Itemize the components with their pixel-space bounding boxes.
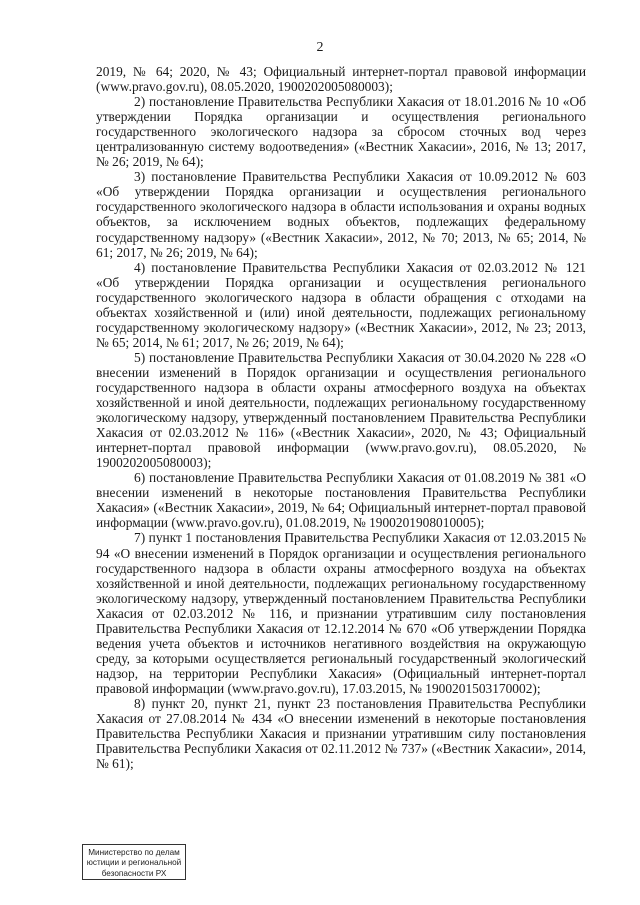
paragraph-continuation: 2019, № 64; 2020, № 43; Официальный интернет-портал правовой информации (www.pravo.gov.ru), 08.05.2020, 1900202005080003);	[96, 64, 586, 95]
list-item-3: 3) постановление Правительства Республики Хакасия от 10.09.2012 № 603 «Об утверждении Порядка организации и осуществления регионального государственного экологического надзора в области использования и охраны водных объектов, за исключением водных объектов, подлежащих федеральному государственному надзору» («Вестник Хакасии», 2012, № 70; 2013, № 65; 2014, № 61; 2017, № 26; 2019, № 64);	[96, 169, 586, 260]
ministry-stamp	[82, 844, 186, 880]
page-number: 2	[316, 40, 324, 55]
list-item-5: 5) постановление Правительства Республики Хакасия от 30.04.2020 № 228 «О внесении изменений в Порядок организации и осуществления регионального государственного надзора в области охраны атмосферного воздуха на объектах хозяйственной и иной деятельности, подлежащих региональному государственному экологическому надзору, утвержденный постановлением Правительства Республики Хакасия от 02.03.2012 № 116» («Вестник Хакасии», 2020, № 43; Официальный интернет-портал правовой информации (www.pravo.gov.ru), 08.05.2020, № 1900202005080003);	[96, 349, 586, 471]
stamp-line: юстиции и региональной	[86, 858, 182, 868]
list-item-8: 8) пункт 20, пункт 21, пункт 23 постановления Правительства Республики Хакасия от 27.08.2014 № 434 «О внесении изменений в некоторые постановления Правительства Республики Хакасия и признании утратившим силу постановления Правительства Республики Хакасия от 02.11.2012 № 737» («Вестник Хакасии», 2014, № 61);	[96, 695, 586, 772]
stamp-line: Министерство по делам	[88, 848, 180, 857]
stamp-line: безопасности РХ	[101, 868, 167, 878]
list-item-4: 4) постановление Правительства Республики Хакасия от 02.03.2012 № 121 «Об утверждении Порядка организации и осуществления регионального государственного экологического надзора в области обращения с отходами на объектах хозяйственной и (или) иной деятельности, подлежащих региональному государственному экологическому надзору» («Вестник Хакасии», 2012, № 23; 2013, № 65; 2014, № 61; 2017, № 26; 2019, № 64);	[96, 259, 586, 350]
list-item-7: 7) пункт 1 постановления Правительства Республики Хакасия от 12.03.2015 № 94 «О внесении изменений в Порядок организации и осуществления регионального государственного надзора в области охраны атмосферного воздуха на объектах хозяйственной и иной деятельности, подлежащих региональному государственному экологическому надзору, утвержденный постановлением Правительства Республики Хакасия от 02.03.2012 № 116, и признании утратившим силу постановления Правительства Республики Хакасия от 12.12.2014 № 670 «Об утверждении Порядка ведения учета объектов и источников негативного воздействия на окружающую среду, за которыми осуществляется региональный государственный экологический надзор, на территории Республики Хакасия» (Официальный интернет-портал правовой информации (www.pravo.gov.ru), 17.03.2015, № 1900201503170002);	[96, 530, 586, 696]
list-item-6: 6) постановление Правительства Республики Хакасия от 01.08.2019 № 381 «О внесении изменений в некоторые постановления Правительства Республики Хакасия» («Вестник Хакасии», 2019, № 64; Официальный интернет-портал правовой информации (www.pravo.gov.ru), 01.08.2019, № 1900201908010005);	[96, 470, 586, 531]
document-body	[96, 64, 586, 771]
list-item-2: 2) постановление Правительства Республики Хакасия от 18.01.2016 № 10 «Об утверждении Порядка организации и осуществления регионального государственного экологического надзора за сбросом сточных вод через централизованную систему водоотведения» («Вестник Хакасии», 2016, № 13; 2017, № 26; 2019, № 64);	[96, 94, 586, 170]
